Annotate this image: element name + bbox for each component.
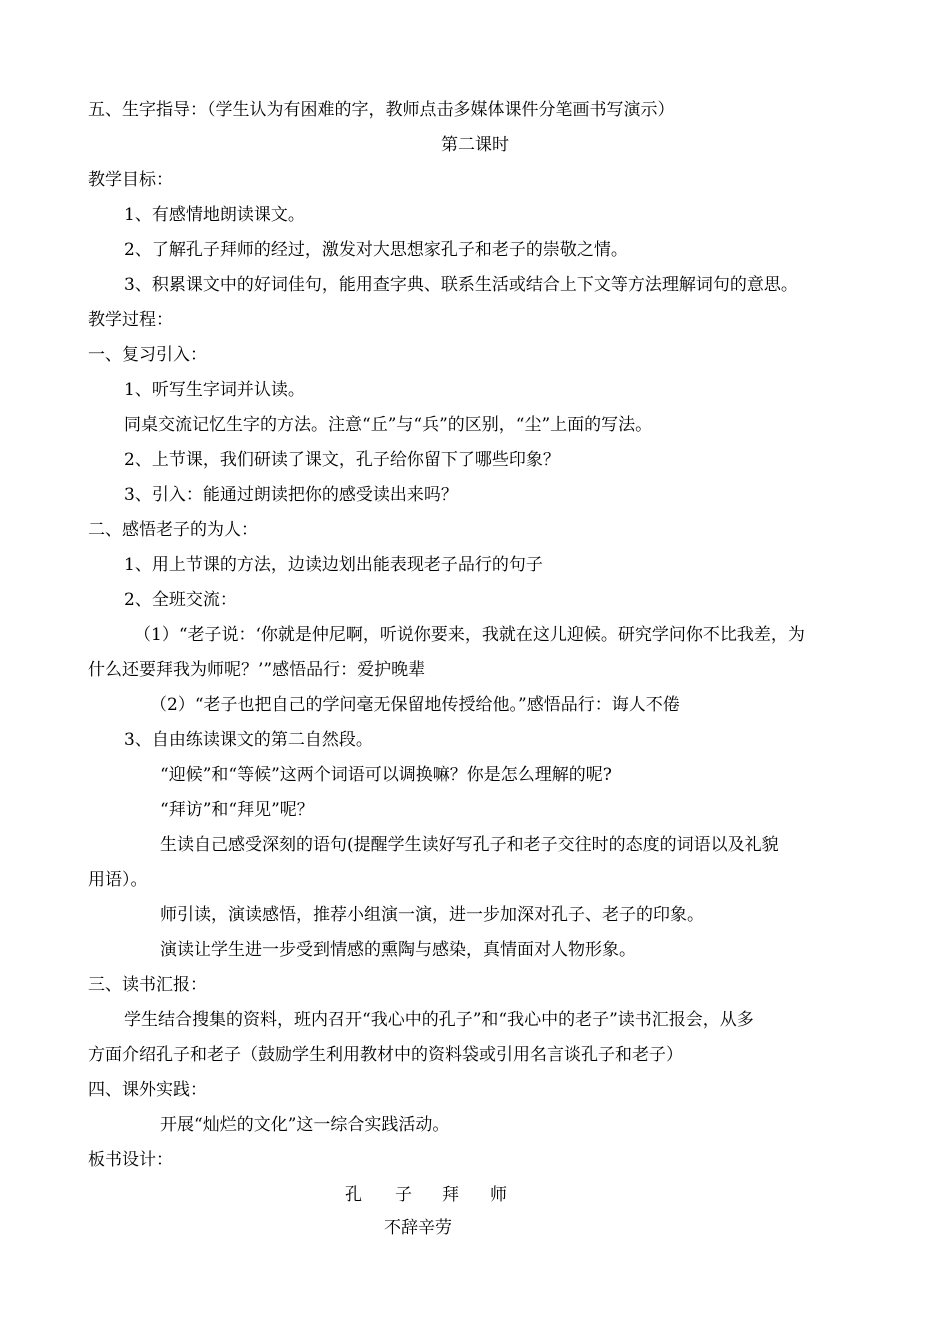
step-2-3: 3、自由练读课文的第二自然段。 — [124, 730, 373, 750]
question-1: “迎候”和“等候”这两个词语可以调换嘛？你是怎么理解的呢? — [160, 765, 612, 785]
board-char-2: 子 — [395, 1185, 412, 1205]
step-2-1: 1、用上节课的方法，边读边划出能表现老子品行的句子 — [124, 555, 543, 575]
step-1-1: 1、听写生字词并认读。 — [124, 380, 305, 400]
guided-reading: 师引读，演读感悟，推荐小组演一演，进一步加深对孔子、老子的印象。 — [160, 905, 704, 925]
question-2: “拜访”和“拜见”呢？ — [160, 800, 314, 820]
board-design-heading: 板书设计： — [88, 1150, 173, 1170]
goal-3: 3、积累课文中的好词佳句，能用查字典、联系生活或结合上下文等方法理解词句的意思。 — [124, 275, 798, 295]
board-char-4: 师 — [490, 1185, 507, 1205]
report-line-1: 学生结合搜集的资料，班内召开“我心中的孔子”和“我心中的老子”读书汇报会，从多 — [124, 1010, 754, 1030]
step-2-2: 2、全班交流： — [124, 590, 237, 610]
goal-2: 2、了解孔子拜师的经过，激发对大思想家孔子和老子的崇敬之情。 — [124, 240, 628, 260]
quote-2: （2）“老子也把自己的学问毫无保留地传授给他。”感悟品行：诲人不倦 — [150, 695, 680, 715]
step-1-3: 3、引入：能通过朗读把你的感受读出来吗？ — [124, 485, 458, 505]
section-five-heading: 五、生字指导：（学生认为有困难的字，教师点击多媒体课件分笔画书写演示） — [88, 100, 675, 120]
reading-line-1: 生读自己感受深刻的语句(提醒学生读好写孔子和老子交往时的态度的词语以及礼貌 — [160, 835, 779, 855]
step-1-note: 同桌交流记忆生字的方法。注意“丘”与“兵”的区别，“尘”上面的写法。 — [124, 415, 653, 435]
board-char-1: 孔 — [345, 1185, 362, 1205]
step-1-2: 2、上节课，我们研读了课文，孔子给你留下了哪些印象？ — [124, 450, 560, 470]
board-char-3: 拜 — [442, 1185, 459, 1205]
practice-activity: 开展“灿烂的文化”这一综合实践活动。 — [160, 1115, 450, 1135]
section-four-heading: 四、课外实践： — [88, 1080, 207, 1100]
section-two-heading: 二、感悟老子的为人： — [88, 520, 258, 540]
section-three-heading: 三、读书汇报： — [88, 975, 207, 995]
report-line-2: 方面介绍孔子和老子（鼓励学生利用教材中的资料袋或引用名言谈孔子和老子） — [88, 1045, 683, 1065]
section-one-heading: 一、复习引入： — [88, 345, 207, 365]
performance-reading: 演读让学生进一步受到情感的熏陶与感染，真情面对人物形象。 — [160, 940, 636, 960]
board-subtitle: 不辞辛劳 — [384, 1218, 452, 1238]
quote-1-line-1: （1）“老子说：‘你就是仲尼啊，听说你要来，我就在这儿迎候。研究学问你不比我差，为 — [134, 625, 805, 645]
reading-line-2: 用语）。 — [88, 870, 148, 890]
teaching-goals-heading: 教学目标： — [88, 170, 173, 190]
lesson-title: 第二课时 — [441, 135, 509, 155]
goal-1: 1、有感情地朗读课文。 — [124, 205, 305, 225]
quote-1-line-2: 什么还要拜我为师呢？’”感悟品行：爱护晚辈 — [88, 660, 426, 680]
teaching-process-heading: 教学过程： — [88, 310, 173, 330]
